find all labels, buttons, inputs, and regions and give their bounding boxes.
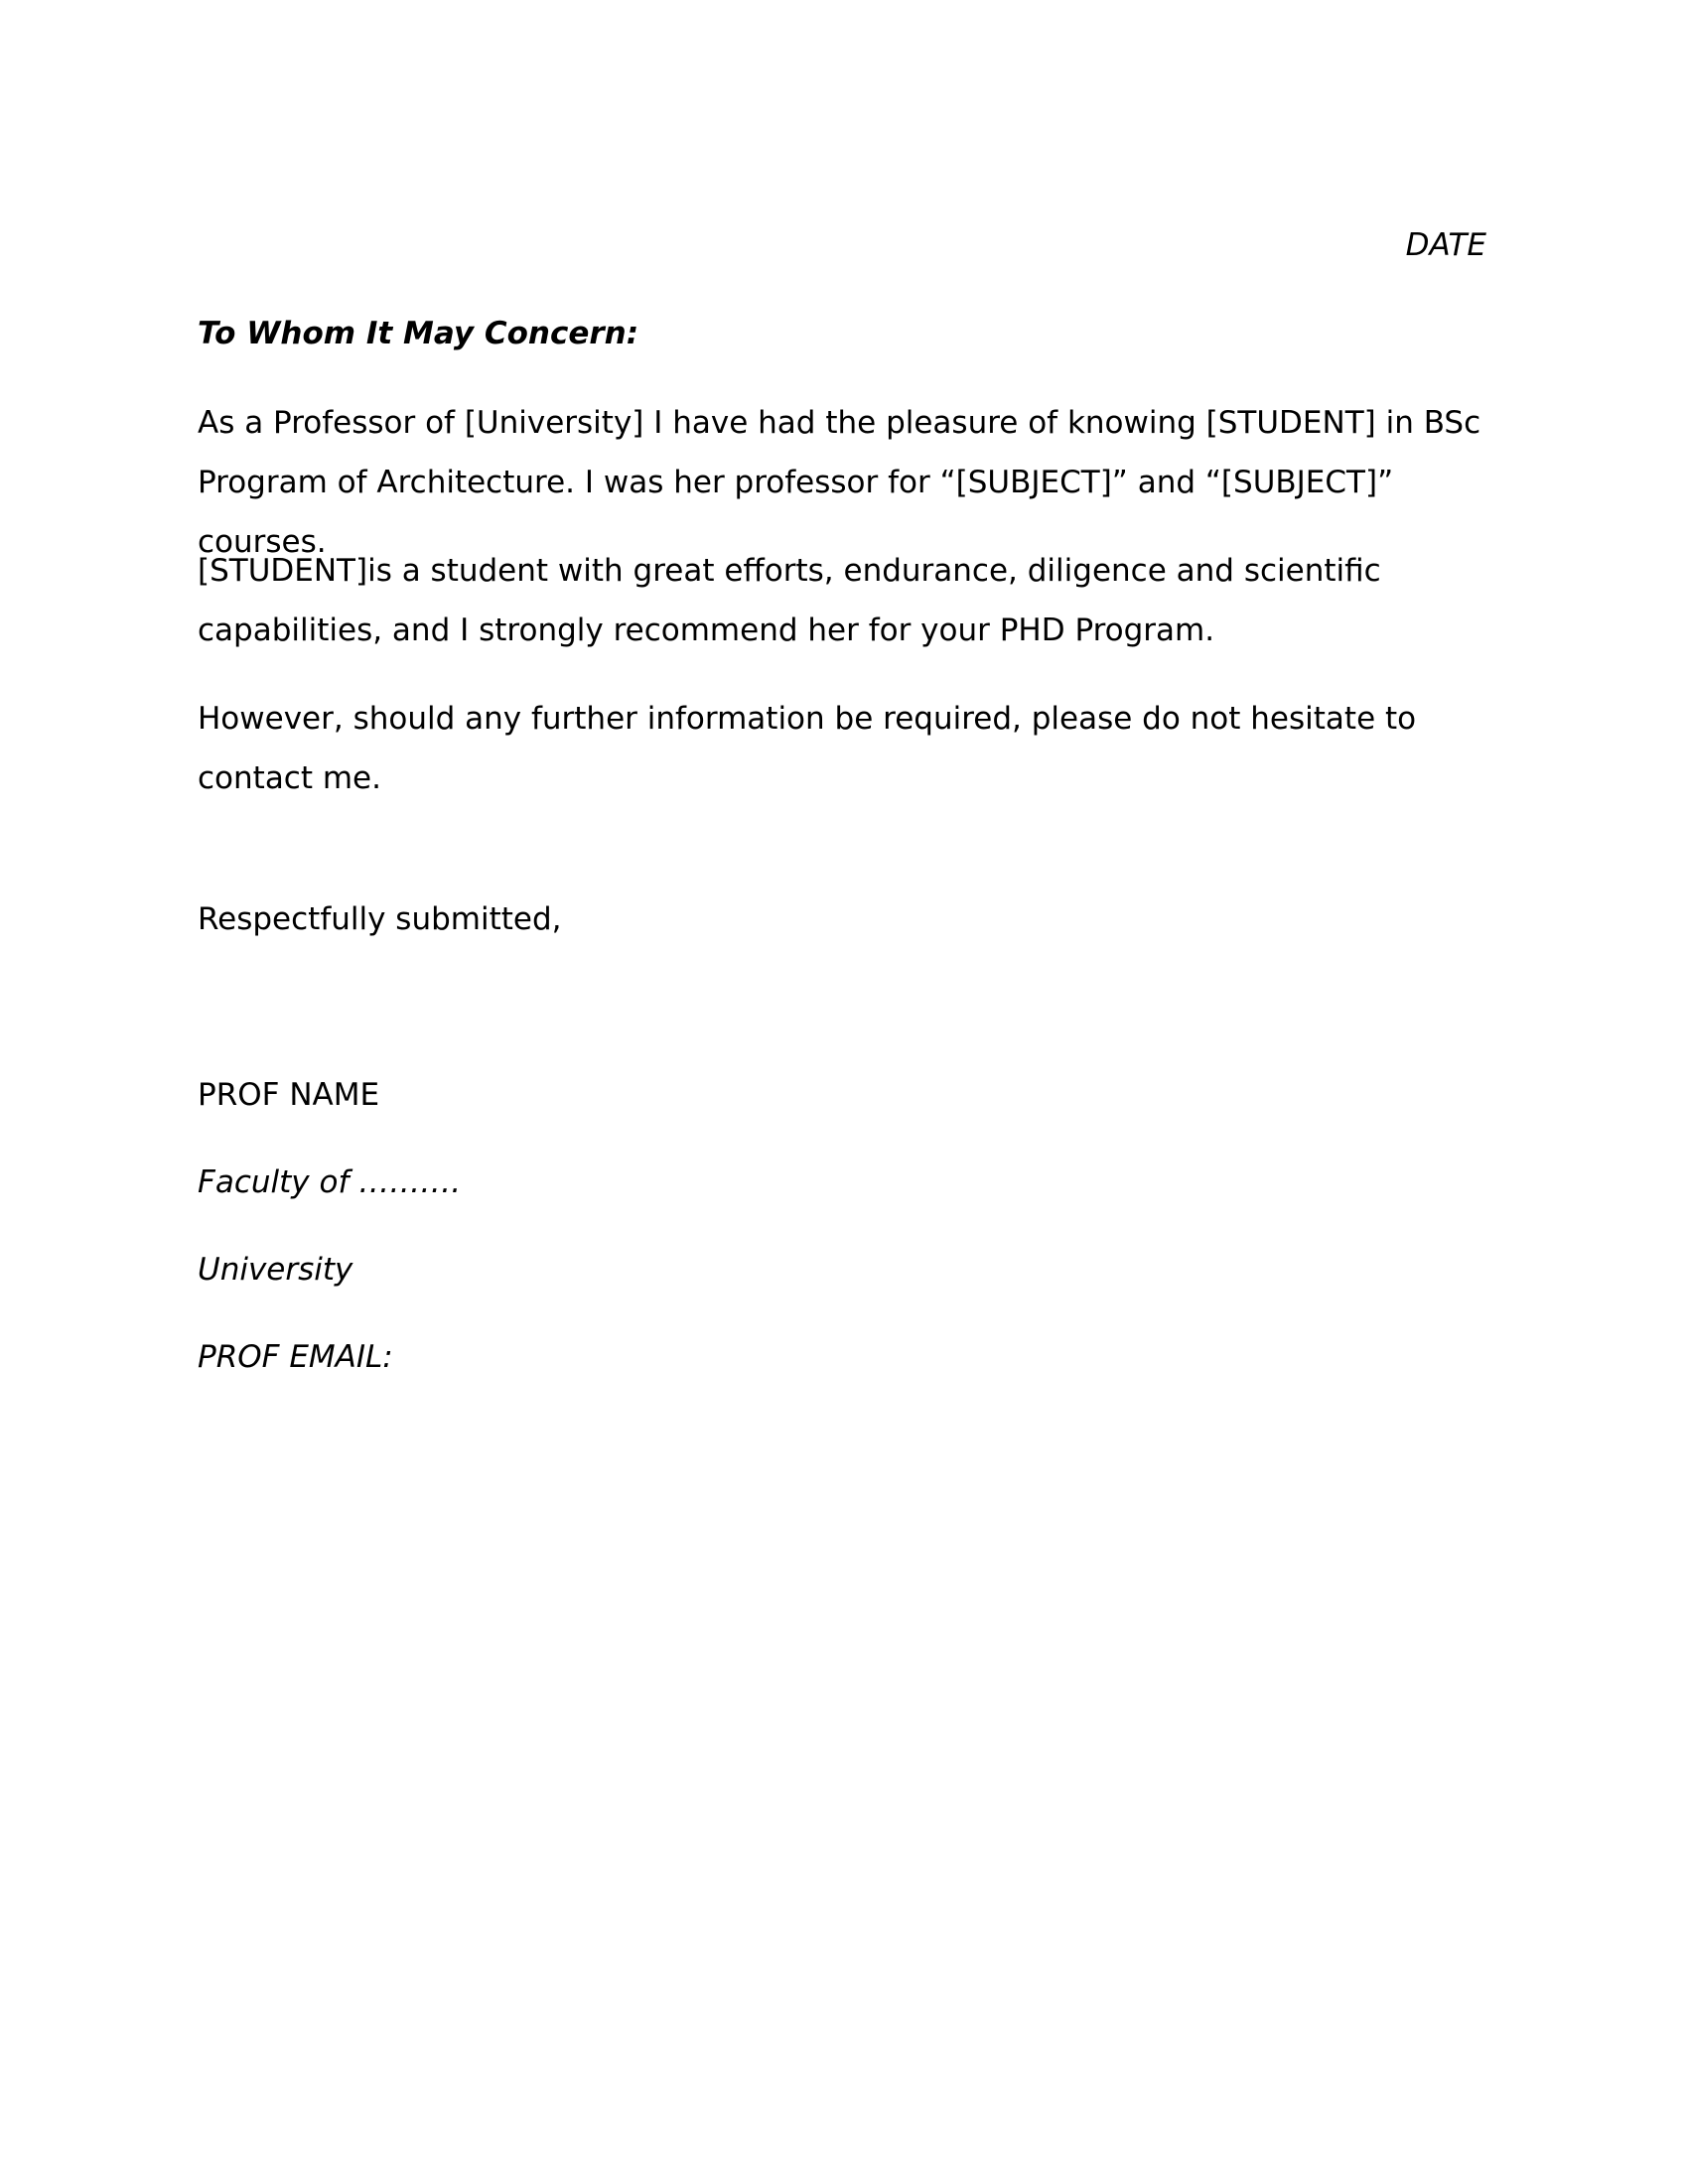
signature-faculty: Faculty of ………. <box>198 1164 462 1200</box>
letter-date: DATE <box>1405 227 1486 263</box>
salutation: To Whom It May Concern: <box>198 316 639 351</box>
paragraph-introduction: As a Professor of [University] I have had the pleasure of knowing [STUDENT] in BSc Program of Architecture. I was her professor for “[SUBJECT]” and “[SUBJECT]” courses. <box>198 405 1481 560</box>
signature-name: PROF NAME <box>198 1077 380 1113</box>
paragraph-contact: However, should any further information be required, please do not hesitate to contact me. <box>198 701 1417 796</box>
signature-university: University <box>198 1252 353 1288</box>
closing: Respectfully submitted, <box>198 901 562 937</box>
paragraph-recommendation: [STUDENT]is a student with great efforts, endurance, diligence and scientific capabilities, and I strongly recommend her for your PHD Program. <box>198 553 1381 648</box>
signature-email: PROF EMAIL: <box>198 1339 393 1375</box>
